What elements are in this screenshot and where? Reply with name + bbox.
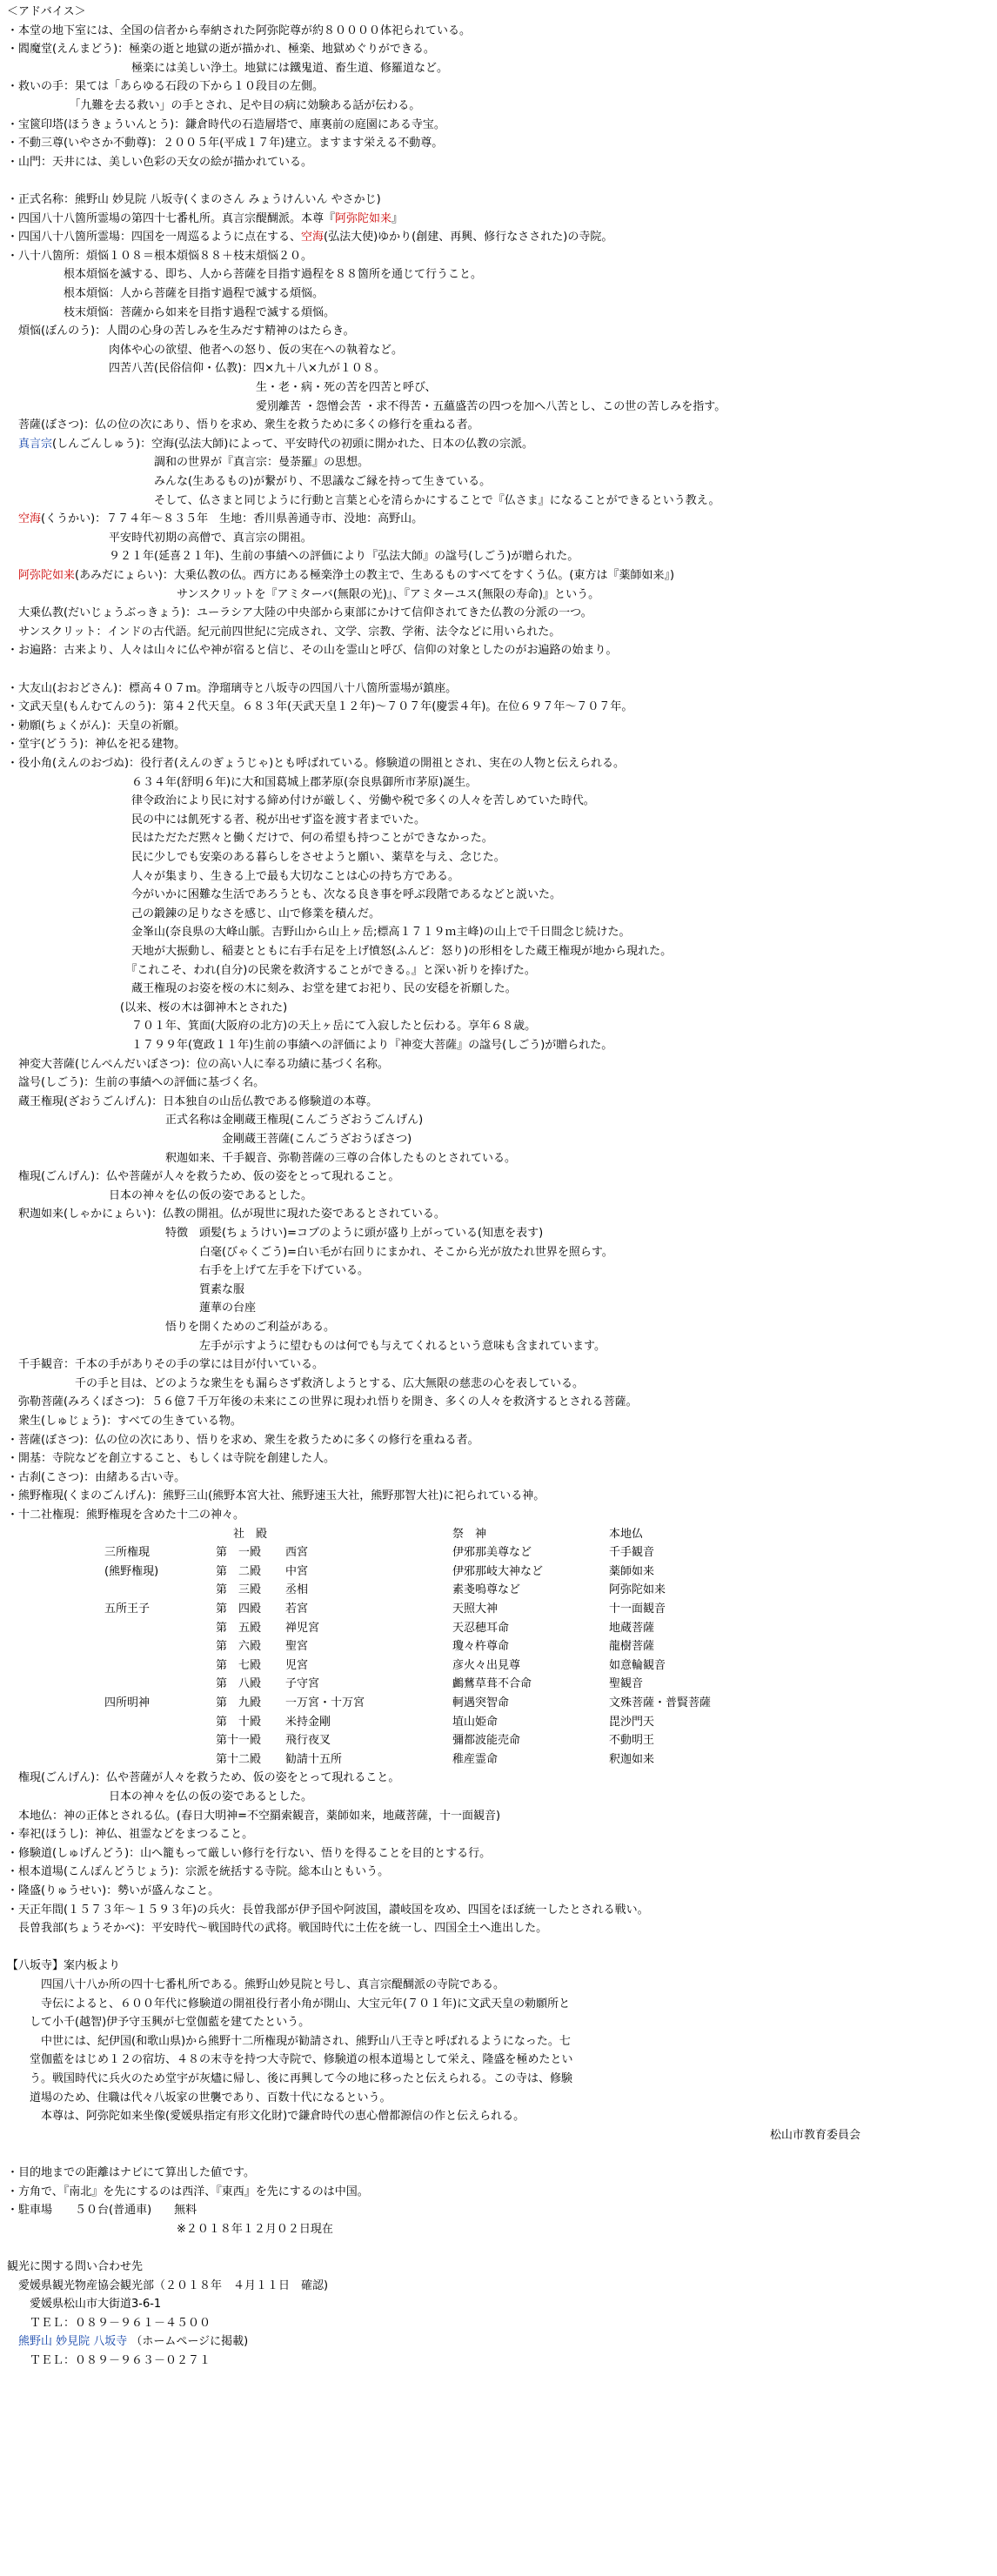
text-line: ・救いの手：果ては「あらゆる石段の下から１０段目の左側。 xyxy=(7,80,325,93)
table-cell-buddha: 阿弥陀如来 xyxy=(609,1583,666,1596)
table-cell-deity: 彦火々出見尊 xyxy=(452,1659,521,1672)
text-line: 真言宗(しんごんしゅう)：空海(弘法大師)によって、平安時代の初頭に開かれた、日本の仏教の宗派。 xyxy=(18,438,534,451)
text-line: 四苦八苦(民俗信仰・仏教)：四×九＋八×九が１０８。 xyxy=(7,362,385,375)
table-cell-num: 第 八殿 xyxy=(216,1677,262,1690)
text-line: 天地が大振動し、稲妻とともに右手右足を上げ憤怒(ふんど：怒り)の形相をした蔵王権現が地から現れた。 xyxy=(7,945,672,958)
signature: 松山市教育委員会 xyxy=(770,2129,861,2142)
text-line: ・不動三尊(いやさか不動尊)：２００５年(平成１７年)建立。ますます栄える不動尊。 xyxy=(7,137,444,150)
text-line: ・お遍路：古来より、人々は山々に仏や神が宿ると信じ、その山を霊山と呼び、信仰の対象としたのがお遍路の始まり。 xyxy=(7,644,618,657)
table-cell-buddha: 如意輪観音 xyxy=(609,1659,666,1672)
table-cell-hall: 丞相 xyxy=(285,1583,309,1596)
text-line: 【八坂寺】案内板より xyxy=(7,1959,121,1972)
text-line: う。戦国時代に兵火のため堂宇が灰燼に帰し、後に再興して今の地に移ったと伝えられる。この寺は、修験 xyxy=(7,2072,573,2085)
text-line: 権現(ごんげん)：仏や菩薩が人々を救うため、仮の姿をとって現れること。 xyxy=(7,1771,400,1784)
table-header-cell: 祭 神 xyxy=(452,1528,487,1541)
table-cell-hall: 飛行夜叉 xyxy=(285,1734,331,1747)
text-line: 阿弥陀如来(あみだにょらい)：大乗仏教の仏。西方にある極楽浄土の教主で、生あるものすべてをすくう仏。(東方は『薬師如来』) xyxy=(18,569,675,582)
table-cell-buddha: 不動明王 xyxy=(609,1734,655,1747)
text-line: 民はただただ黙々と働くだけで、何の希望も持つことができなかった。 xyxy=(7,832,493,845)
text-line: して小千(越智)伊予守玉興が七堂伽藍を建てたという。 xyxy=(7,2016,311,2029)
table-cell-deity: 天忍穂耳命 xyxy=(452,1622,510,1635)
table-cell-num: 第 四殿 xyxy=(216,1602,262,1616)
table-cell-hall: 児宮 xyxy=(285,1659,309,1672)
text-line: 諡号(しごう)：生前の事績への評価に基づく名。 xyxy=(7,1076,265,1089)
table-cell-buddha: 地蔵菩薩 xyxy=(609,1622,655,1635)
text-line: 平安時代初期の高僧で、真言宗の開祖。 xyxy=(7,532,312,545)
table-cell-buddha: 十一面観音 xyxy=(609,1602,666,1616)
table-cell-hall: 子守宮 xyxy=(285,1677,320,1690)
text-line: 調和の世界が『真言宗：曼荼羅』の思想。 xyxy=(7,456,370,469)
text-line: ・菩薩(ぼさつ)：仏の位の次にあり、悟りを求め、衆生を救うために多くの修行を重ねる者。 xyxy=(7,1434,479,1447)
text-line: みんな(生あるもの)が繋がり、不思議なご縁を持って生きている。 xyxy=(7,475,492,488)
text-line: 千手観音：千本の手がありその手の掌には目が付いている。 xyxy=(7,1358,325,1371)
table-cell-buddha: 釈迦如来 xyxy=(609,1753,655,1766)
table-cell-group: (熊野権現) xyxy=(104,1565,159,1578)
table-cell-hall: 米持金剛 xyxy=(285,1716,331,1729)
text-line: ・根本道場(こんぽんどうじょう)：宗派を統括する寺院。総本山ともいう。 xyxy=(7,1865,390,1878)
text-line: サンスクリット：インドの古代語。紀元前四世紀に完成され、文学、宗教、学術、法令などに用いられた。 xyxy=(7,626,561,639)
text-line: ＜アドバイス＞ xyxy=(7,5,86,18)
table-cell-buddha: 千手観音 xyxy=(609,1546,655,1559)
text-line: 釈迦如来(しゃかにょらい)：仏教の開祖。仏が現世に現れた姿であるとされている。 xyxy=(7,1208,445,1221)
text-line: ６３４年(舒明６年)に大和国葛城上郡茅原(奈良県御所市茅原)誕生。 xyxy=(7,776,478,789)
text-line: 煩悩(ぼんのう)：人間の心身の苦しみを生みだす精神のはたらき。 xyxy=(7,325,355,338)
table-cell-group: 四所明神 xyxy=(104,1696,151,1710)
text-line: 質素な服 xyxy=(7,1283,245,1296)
text-line: ・目的地までの距離はナビにて算出した値です。 xyxy=(7,2166,255,2179)
text-line: 民に少しでも安楽のある暮らしをさせようと願い、薬草を与え、念じた。 xyxy=(7,851,505,864)
text-line: ・熊野権現(くまのごんげん)：熊野三山(熊野本宮大社、熊野速玉大社，熊野那智大社)に祀られている神。 xyxy=(7,1489,545,1502)
table-cell-deity: 素戔嗚尊など xyxy=(452,1583,521,1596)
table-cell-num: 第 一殿 xyxy=(216,1546,262,1559)
text-line: 民の中には飢死する者、税が出せず盗を渡す者までいた。 xyxy=(7,813,426,826)
table-cell-buddha: 毘沙門天 xyxy=(609,1716,655,1729)
table-cell-hall: 聖宮 xyxy=(285,1640,309,1653)
text-line: 弥勒菩薩(みろくぼさつ)：５６億７千万年後の未来にこの世界に現われ悟りを開き、多くの人々を救済するとされる菩薩。 xyxy=(7,1395,638,1408)
text-line: 律令政治により民に対する締め付けが厳しく、労働や税で多くの人々を苦しめていた時代。 xyxy=(7,794,595,807)
text-line: 堂伽藍をはじめ１２の宿坊、４８の末寺を持つ大寺院で、修験道の根本道場として栄え、隆盛を極めたとい xyxy=(7,2053,573,2066)
text-line: 空海(くうかい)：７７４年～８３５年 生地：香川県善通寺市、没地：高野山。 xyxy=(18,512,424,525)
text-line: 蔵王権現のお姿を桜の木に刻み、お堂を建てお祀り、民の安穏を祈願した。 xyxy=(7,982,517,995)
text-line: 白毫(びゃくごう)=白い毛が右回りにまかれ、そこから光が放たれ世界を照らす。 xyxy=(7,1246,613,1259)
table-cell-hall: 禅児宮 xyxy=(285,1622,320,1635)
text-line: ・正式名称：熊野山 妙見院 八坂寺(くまのさん みょうけんいん やさかじ) xyxy=(7,193,381,206)
table-cell-deity: 埴山姫命 xyxy=(452,1716,498,1729)
text-line: ・駐車場 ５０台(普通車) 無料 xyxy=(7,2204,197,2217)
text-line: 金剛蔵王菩薩(こんごうざおうぼさつ) xyxy=(7,1133,412,1146)
text-line: 生・老・病・死の苦を四苦と呼び、 xyxy=(7,381,437,394)
text-line: ・宝篋印塔(ほうきょういんとう)：鎌倉時代の石造層塔で、庫裏前の庭園にある寺宝。 xyxy=(7,118,445,131)
table-header-cell: 社 殿 xyxy=(233,1528,268,1541)
text-line: ・隆盛(りゅうせい)：勢いが盛んなこと。 xyxy=(7,1884,220,1897)
text-line: 根本煩悩を滅する、即ち、人から菩薩を目指す過程を８８箇所を通じて行うこと。 xyxy=(7,268,483,281)
text-line: ７０１年、箕面(大阪府の北方)の天上ヶ岳にて入寂したと伝わる。享年６８歳。 xyxy=(7,1020,537,1033)
text-line: 日本の神々を仏の仮の姿であるとした。 xyxy=(7,1189,313,1202)
text-line: ・開基：寺院などを創立すること、もしくは寺院を創建した人。 xyxy=(7,1452,336,1465)
table-cell-deity: 軻遇突智命 xyxy=(452,1696,510,1710)
text-line: 釈迦如来、千手観音、弥勒菩薩の三尊の合体したものとされている。 xyxy=(7,1152,517,1165)
text-line: 正式名称は金剛蔵王権現(こんごうざおうごんげん) xyxy=(7,1114,424,1127)
text-line: ※２０１８年１２月０２日現在 xyxy=(7,2223,333,2236)
text-line: 人々が集まり、生きる上で最も大切なことは心の持ち方である。 xyxy=(7,870,460,883)
text-line: 本尊は、阿弥陀如来坐像(愛媛県指定有形文化財)で鎌倉時代の恵心僧都源信の作と伝えられる。 xyxy=(7,2110,525,2123)
table-cell-num: 第 七殿 xyxy=(216,1659,262,1672)
table-cell-num: 第 十殿 xyxy=(216,1716,262,1729)
text-line: 右手を上げて左手を下げている。 xyxy=(7,1264,370,1277)
table-cell-group: 三所権現 xyxy=(104,1546,151,1559)
text-line: 己の鍛錬の足りなさを感じ、山で修業を積んだ。 xyxy=(7,907,381,920)
text-line: ・天正年間(１５７３年～１５９３年)の兵火：長曽我部が伊予国や阿波国，讃岐国を攻め、四国をほぼ統一したとされる戦い。 xyxy=(7,1904,649,1917)
table-cell-buddha: 聖観音 xyxy=(609,1677,644,1690)
text-line: ＴＥＬ：０８９－９６３－０２７１ xyxy=(7,2354,211,2367)
table-cell-hall: 勧請十五所 xyxy=(285,1753,343,1766)
text-line: 菩薩(ぼさつ)：仏の位の次にあり、悟りを求め、衆生を救うために多くの修行を重ねる者。 xyxy=(7,418,479,432)
text-line: 千の手と目は、どのような衆生をも漏らさず救済しようとする、広大無限の慈悲の心を表している。 xyxy=(7,1377,585,1390)
text-line: 寺伝によると、６００年代に修験道の開祖役行者小角が開山、大宝元年(７０１年)に文武天皇の勅願所と xyxy=(7,1997,571,2011)
text-line: ・奉祀(ほうし)：神仏、祖霊などをまつること。 xyxy=(7,1828,254,1841)
text-line: ・四国八十八箇所霊場の第四十七番札所。真言宗醍醐派。本尊『阿弥陀如来』 xyxy=(7,212,404,225)
text-line: 左手が示すように望むものは何でも与えてくれるという意味も含まれています。 xyxy=(7,1340,606,1353)
text-line: ＴＥＬ：０８９－９６１－４５００ xyxy=(7,2317,211,2330)
text-line: 長曽我部(ちょうそかべ)：平安時代～戦国時代の武将。戦国時代に土佐を統一し、四国全土へ進出した。 xyxy=(7,1922,548,1935)
text-line: 特徴 頭髪(ちょうけい)=コブのように頭が盛り上がっている(知恵を表す) xyxy=(7,1227,544,1240)
table-cell-num: 第 九殿 xyxy=(216,1696,262,1710)
text-line: １７９９年(寛政１１年)生前の事績への評価により『神変大菩薩』の諡号(しごう)が贈られた。 xyxy=(7,1039,613,1052)
text-line: ・八十八箇所：煩悩１０８＝根本煩悩８８＋枝末煩悩２０。 xyxy=(7,250,313,263)
text-line: サンスクリットを『アミターバ(無限の光)』、『アミターユス(無限の寿命)』という。 xyxy=(7,588,600,601)
table-cell-deity: 伊邪那岐大神など xyxy=(452,1565,544,1578)
table-header-cell: 本地仏 xyxy=(609,1528,644,1541)
text-line: ・十二社権現：熊野権現を含めた十二の神々。 xyxy=(7,1509,245,1522)
text-line: 神変大菩薩(じんぺんだいぼさつ)：位の高い人に奉る功績に基づく名称。 xyxy=(7,1058,389,1071)
text-line: 権現(ごんげん)：仏や菩薩が人々を救うため、仮の姿をとって現れること。 xyxy=(7,1170,400,1183)
table-cell-hall: 中宮 xyxy=(285,1565,309,1578)
table-cell-buddha: 薬師如来 xyxy=(609,1565,655,1578)
text-line: 今がいかに困難な生活であろうとも、次なる良き事を呼ぶ段階であるなどと説いた。 xyxy=(7,888,562,901)
text-line: (以来、桜の木は御神木とされた) xyxy=(7,1001,288,1014)
text-line: 愛別離苦 ・怨憎会苦 ・求不得苦・五蘊盛苦の四つを加へ八苦とし、この世の苦しみを指す。 xyxy=(7,400,726,413)
text-line: 道場のため、住職は代々八坂家の世襲であり、百数十代になるという。 xyxy=(7,2091,391,2104)
text-line: 本地仏：神の正体とされる仏。(春日大明神=不空羂索観音，薬師如来，地蔵菩薩，十一面観音) xyxy=(7,1810,501,1823)
table-cell-num: 第 二殿 xyxy=(216,1565,262,1578)
table-cell-deity: 彌都波能売命 xyxy=(452,1734,521,1747)
text-line: 愛媛県松山市大街道3-6-1 xyxy=(7,2298,162,2311)
text-line: 蓮華の台座 xyxy=(7,1301,257,1315)
text-line: 極楽には美しい浄土。地獄には鐵鬼道、畜生道、修羅道など。 xyxy=(7,62,449,75)
text-line: ・山門：天井には、美しい色彩の天女の絵が描かれている。 xyxy=(7,156,313,169)
text-line: ・堂宇(どうう)：神仏を祀る建物。 xyxy=(7,738,186,751)
text-line: ・本堂の地下室には、全国の信者から奉納された阿弥陀尊が約８００００体祀られている。 xyxy=(7,24,472,37)
table-cell-num: 第 三殿 xyxy=(216,1583,262,1596)
text-line: ・大友山(おおどさん)：標高４０７ｍ。浄瑠璃寺と八坂寺の四国八十八箇所霊場が鎮座。 xyxy=(7,682,458,695)
table-cell-buddha: 龍樹菩薩 xyxy=(609,1640,655,1653)
text-line: ・文武天皇(もんむてんのう)：第４２代天皇。６８３年(天武天皇１２年)～７０７年(慶雲４年)。在位６９７年～７０７年。 xyxy=(7,700,633,713)
table-cell-deity: 鸕鶿草葺不合命 xyxy=(452,1677,532,1690)
text-line: ・方角で、『南北』を先にするのは西洋、『東西』を先にするのは中国。 xyxy=(7,2185,369,2198)
text-line: 根本煩悩：人から菩薩を目指す過程で滅する煩悩。 xyxy=(7,287,325,300)
table-cell-deity: 伊邪那美尊など xyxy=(452,1546,532,1559)
text-line: 衆生(しゅじょう)：すべての生きている物。 xyxy=(7,1415,242,1428)
table-cell-hall: 西宮 xyxy=(285,1546,309,1559)
table-cell-hall: 一万宮・十万宮 xyxy=(285,1696,365,1710)
text-line: 枝末煩悩：菩薩から如来を目指す過程で滅する煩悩。 xyxy=(7,306,336,319)
table-cell-num: 第 六殿 xyxy=(216,1640,262,1653)
table-cell-hall: 若宮 xyxy=(285,1602,309,1616)
table-cell-buddha: 文殊菩薩・普賢菩薩 xyxy=(609,1696,712,1710)
text-line: ・勅願(ちょくがん)：天皇の祈願。 xyxy=(7,719,186,733)
text-line: ・役小角(えんのおづぬ)：役行者(えんのぎょうじゃ)とも呼ばれている。修験道の開祖とされ、実在の人物と伝えられる。 xyxy=(7,757,625,770)
table-cell-group: 五所王子 xyxy=(104,1602,151,1616)
text-line: そして、仏さまと同じように行動と言葉と心を清らかにすることで『仏さま』になることができるという教え。 xyxy=(7,494,720,507)
text-line: ９２１年(延喜２１年)、生前の事績への評価により『弘法大師』の諡号(しごう)が贈られた。 xyxy=(7,550,579,563)
table-cell-num: 第十二殿 xyxy=(216,1753,262,1766)
table-cell-num: 第 五殿 xyxy=(216,1622,262,1635)
text-line: 大乗仏教(だいじょうぶっきょう)：ユーラシア大陸の中央部から東部にかけて信仰されてきた仏教の分派の一つ。 xyxy=(7,606,592,619)
table-cell-deity: 瓊々杵尊命 xyxy=(452,1640,510,1653)
table-cell-deity: 天照大神 xyxy=(452,1602,498,1616)
text-line: ・閻魔堂(えんまどう)：極楽の逝と地獄の逝が描かれ、極楽、地獄めぐりができる。 xyxy=(7,43,435,56)
text-line: 日本の神々を仏の仮の姿であるとした。 xyxy=(7,1790,313,1803)
text-line: 金峯山(奈良県の大峰山脈。吉野山から山上ヶ岳;標高１７１９ｍ主峰)の山上で千日間念じ続けた。 xyxy=(7,926,631,939)
text-line: 蔵王権現(ざおうごんげん)：日本独自の山岳仏教である修験道の本尊。 xyxy=(7,1095,378,1108)
text-line: ・修験道(しゅげんどう)：山へ籠もって厳しい修行を行ない、悟りを得ることを目的とする行。 xyxy=(7,1847,492,1860)
text-line: 観光に関する問い合わせ先 xyxy=(7,2260,144,2273)
text-line: 四国八十八か所の四十七番札所である。熊野山妙見院と号し、真言宗醍醐派の寺院である。 xyxy=(7,1978,505,1991)
text-line: 肉体や心の欲望、他者への怒り、仮の実在への執着など。 xyxy=(7,344,404,357)
text-line: ・古刹(こさつ)：由緒ある古い寺。 xyxy=(7,1471,186,1484)
text-line: 「九難を去る救い」の手とされ、足や目の病に効験ある話が伝わる。 xyxy=(7,99,421,112)
table-cell-deity: 稚産霊命 xyxy=(452,1753,498,1766)
contact-yasakaji: 熊野山 妙見院 八坂寺 （ホームページに掲載) xyxy=(18,2335,249,2348)
text-line: 悟りを開くためのご利益がある。 xyxy=(7,1321,336,1334)
text-line: 中世には、紀伊国(和歌山県)から熊野十二所権現が勧請され、熊野山八王寺と呼ばれるようになった。七 xyxy=(7,2035,571,2048)
table-cell-num: 第十一殿 xyxy=(216,1734,262,1747)
text-line: ・四国八十八箇所霊場：四国を一周巡るように点在する、空海(弘法大使)ゆかり(創建、再興、修行なさされた)の寺院。 xyxy=(7,231,613,244)
text-line: 『これこそ、われ(自分)の民衆を救済することができる。』と深い祈りを捧げた。 xyxy=(7,964,536,977)
text-line: 愛媛県観光物産協会観光部（２０１８年 ４月１１日 確認) xyxy=(7,2279,329,2292)
